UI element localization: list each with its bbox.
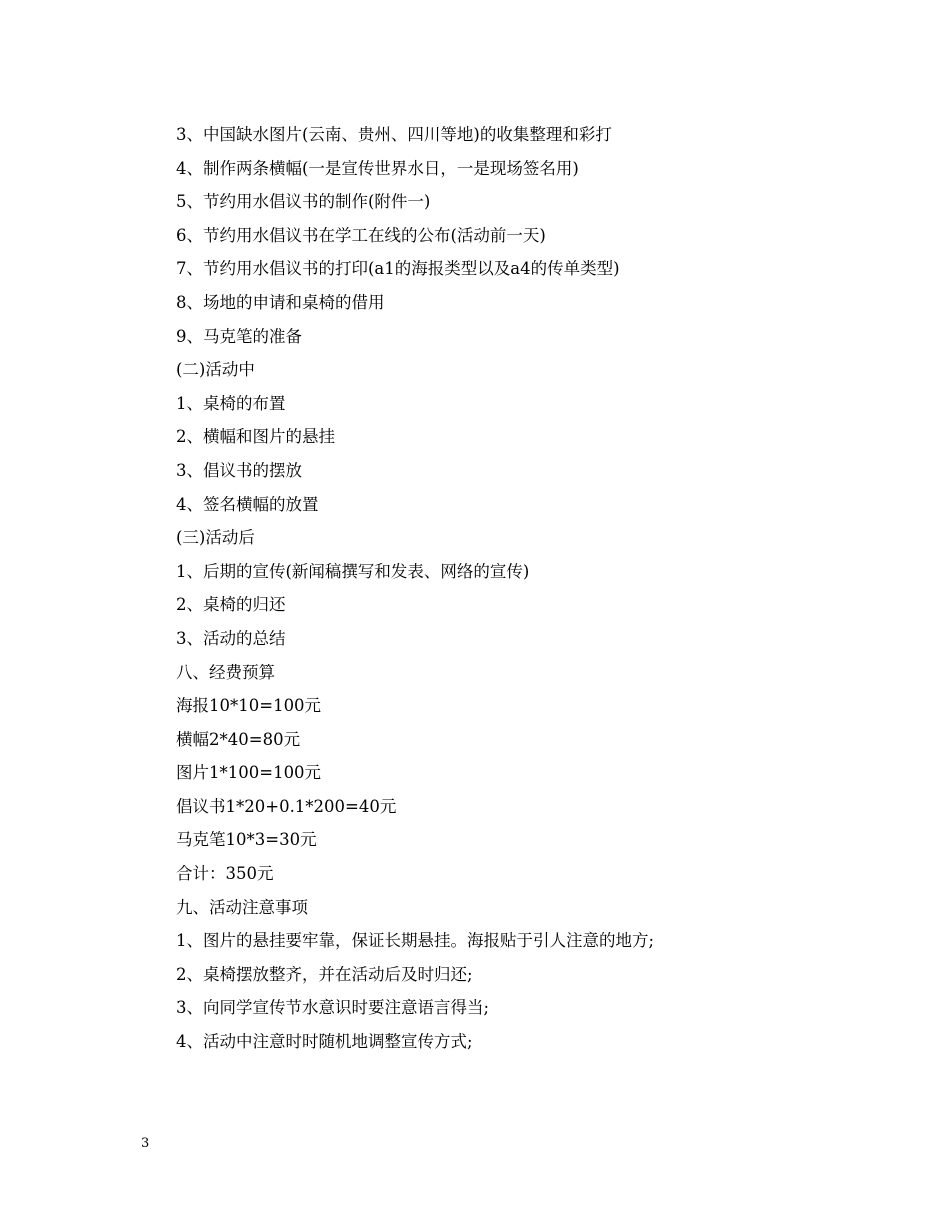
text-line: 3、活动的总结 [176,628,286,648]
budget-line: 海报10*10=100元 [176,696,322,716]
budget-line: 横幅2*40=80元 [176,729,301,749]
text-line: 6、节约用水倡议书在学工在线的公布(活动前一天) [176,225,546,245]
text-line: 2、桌椅的归还 [176,595,286,615]
document-body [176,118,816,1059]
text-line: 4、签名横幅的放置 [176,494,319,514]
text-line: 1、后期的宣传(新闻稿撰写和发表、网络的宣传) [176,561,530,581]
budget-line: 倡议书1*20+0.1*200=40元 [176,796,397,816]
text-line: 3、向同学宣传节水意识时要注意语言得当; [176,998,490,1018]
section-heading: (三)活动后 [176,528,255,548]
text-line: 3、倡议书的摆放 [176,460,302,480]
text-line: 4、制作两条横幅(一是宣传世界水日，一是现场签名用) [176,158,579,178]
section-heading: (二)活动中 [176,360,255,380]
budget-line: 马克笔10*3=30元 [176,830,317,850]
text-line: 7、节约用水倡议书的打印(a1的海报类型以及a4的传单类型) [176,259,620,279]
section-heading: 九、活动注意事项 [176,897,308,917]
budget-line: 图片1*100=100元 [176,763,322,783]
text-line: 1、桌椅的布置 [176,393,286,413]
budget-total: 合计：350元 [176,864,274,884]
text-line: 4、活动中注意时时随机地调整宣传方式; [176,1032,473,1052]
section-heading: 八、经费预算 [176,662,275,682]
page-number: 3 [141,1136,150,1151]
text-line: 2、桌椅摆放整齐，并在活动后及时归还; [176,964,473,984]
text-line: 5、节约用水倡议书的制作(附件一) [176,192,431,212]
text-line: 3、中国缺水图片(云南、贵州、四川等地)的收集整理和彩打 [176,125,612,144]
text-line: 2、横幅和图片的悬挂 [176,427,335,447]
text-line: 8、场地的申请和桌椅的借用 [176,292,385,312]
text-line: 9、马克笔的准备 [176,326,302,346]
text-line: 1、图片的悬挂要牢靠，保证长期悬挂。海报贴于引人注意的地方; [176,931,655,951]
